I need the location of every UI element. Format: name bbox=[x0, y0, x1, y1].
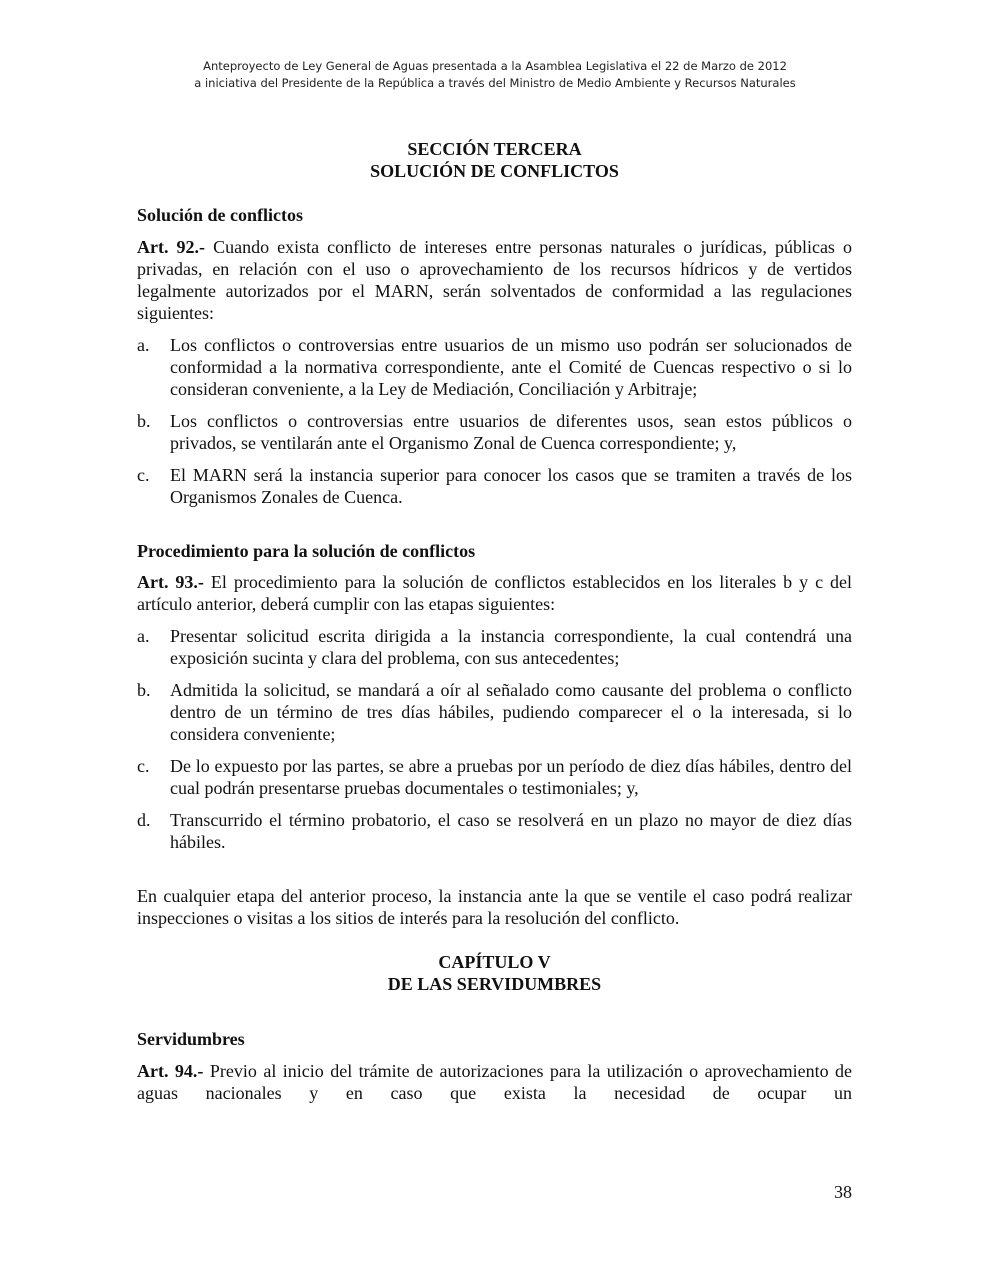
art94-text: Previo al inicio del trámite de autorizaciones para la utilización o aprovechamiento de aguas nacionales y en caso que exista la necesidad de ocupar un bbox=[137, 1061, 853, 1103]
art93-list bbox=[137, 625, 852, 853]
art94-label: Art. 94.- bbox=[137, 1061, 204, 1081]
list-item-text: De lo expuesto por las partes, se abre a pruebas por un período de diez días hábiles, dentro del cual podrán presentarse pruebas documentales o testimoniales; y, bbox=[170, 756, 852, 798]
art93-paragraph bbox=[137, 571, 852, 615]
section-title-2: SOLUCIÓN DE CONFLICTOS bbox=[370, 161, 619, 181]
header-line-2: a iniciativa del Presidente de la República a través del Ministro de Medio Ambiente y Recursos Naturales bbox=[194, 76, 796, 90]
list-marker: c. bbox=[137, 465, 150, 485]
art92-text: Cuando exista conflicto de intereses entre personas naturales o jurídicas, públicas o privadas, en relación con el uso o aprovechamiento de los recursos hídricos y de vertidos legalmente autorizados por el MARN, serán solventados de conformidad a las regulaciones siguientes: bbox=[137, 237, 852, 323]
art92-heading: Solución de conflictos bbox=[137, 205, 304, 225]
list-marker: b. bbox=[137, 411, 151, 431]
list-item-text: Admitida la solicitud, se mandará a oír al señalado como causante del problema o conflicto dentro de un término de tres días hábiles, pudiendo comparecer el o la interesada, si lo considera conveniente; bbox=[170, 680, 852, 744]
list-item bbox=[137, 464, 852, 508]
list-item bbox=[137, 809, 852, 853]
list-marker: a. bbox=[137, 626, 150, 646]
list-item bbox=[137, 625, 852, 669]
list-marker: c. bbox=[137, 756, 150, 776]
chapter-title-2: DE LAS SERVIDUMBRES bbox=[387, 974, 602, 994]
list-item-text: Transcurrido el término probatorio, el caso se resolverá en un plazo no mayor de diez días hábiles. bbox=[170, 810, 852, 852]
list-marker: a. bbox=[137, 335, 150, 355]
art92-paragraph bbox=[137, 236, 852, 324]
document-body bbox=[137, 138, 852, 1104]
list-item-text: Presentar solicitud escrita dirigida a la instancia correspondiente, la cual contendrá una exposición sucinta y clara del problema, con sus antecedentes; bbox=[170, 626, 852, 668]
chapter-title-1: CAPÍTULO V bbox=[438, 952, 551, 972]
list-item-text: El MARN será la instancia superior para conocer los casos que se tramiten a través de los Organismos Zonales de Cuenca. bbox=[170, 465, 852, 507]
page-header bbox=[0, 58, 990, 92]
art94-paragraph bbox=[137, 1060, 852, 1104]
art94-heading: Servidumbres bbox=[137, 1029, 245, 1049]
list-marker: d. bbox=[137, 810, 151, 830]
list-item-text: Los conflictos o controversias entre usuarios de un mismo uso podrán ser solucionados de conformidad a la normativa correspondiente, ante el Comité de Cuencas respectivo o si lo consideran conveniente, a la Ley de Mediación, Conciliación y Arbitraje; bbox=[170, 335, 852, 399]
list-item bbox=[137, 410, 852, 454]
art93-heading: Procedimiento para la solución de conflictos bbox=[137, 541, 476, 561]
art93-closing-paragraph: En cualquier etapa del anterior proceso, la instancia ante la que se ventile el caso podrá realizar inspecciones o visitas a los sitios de interés para la resolución del conflicto. bbox=[137, 886, 852, 928]
art92-list bbox=[137, 334, 852, 508]
art92-label: Art. 92.- bbox=[137, 237, 206, 257]
list-item bbox=[137, 755, 852, 799]
list-item-text: Los conflictos o controversias entre usuarios de diferentes usos, sean estos públicos o privados, se ventilarán ante el Organismo Zonal de Cuenca correspondiente; y, bbox=[170, 411, 852, 453]
art93-label: Art. 93.- bbox=[137, 572, 204, 592]
page-number: 38 bbox=[834, 1182, 852, 1202]
section-title-1: SECCIÓN TERCERA bbox=[407, 139, 582, 159]
list-item bbox=[137, 679, 852, 745]
art93-text: El procedimiento para la solución de conflictos establecidos en los literales b y c del artículo anterior, deberá cumplir con las etapas siguientes: bbox=[137, 572, 852, 614]
list-marker: b. bbox=[137, 680, 151, 700]
header-line-1: Anteproyecto de Ley General de Aguas presentada a la Asamblea Legislativa el 22 de Marzo de 2012 bbox=[203, 59, 787, 73]
list-item bbox=[137, 334, 852, 400]
